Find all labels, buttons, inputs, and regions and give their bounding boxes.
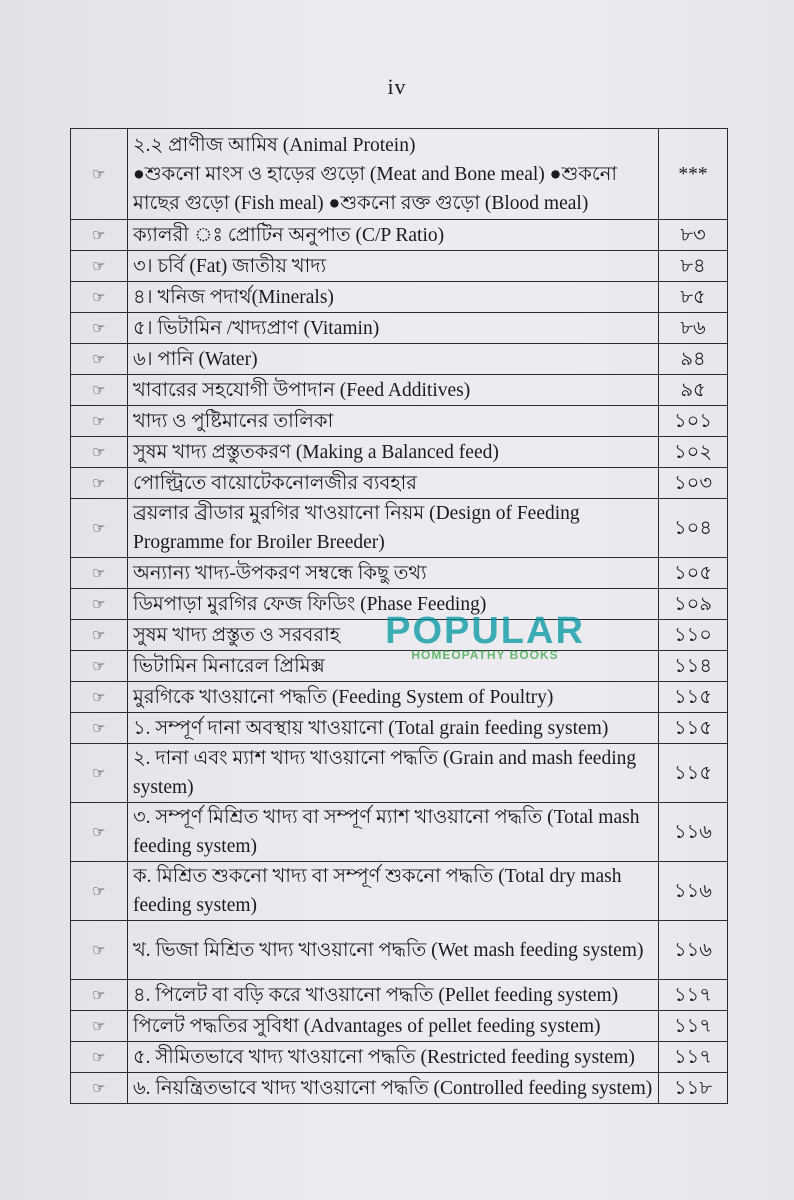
- toc-entry-page: ৮৬: [659, 313, 728, 344]
- toc-entry-title: অন্যান্য খাদ্য-উপকরণ সম্বন্ধে কিছু তথ্য: [128, 558, 659, 589]
- toc-row: [71, 437, 728, 468]
- pointing-hand-icon: ☞: [71, 803, 128, 862]
- toc-entry-page: ১১৪: [659, 651, 728, 682]
- pointing-hand-icon: ☞: [71, 437, 128, 468]
- toc-entry-page: ১০৯: [659, 589, 728, 620]
- toc-entry-page: ১১৮: [659, 1073, 728, 1104]
- toc-entry-page: ৯৫: [659, 375, 728, 406]
- pointing-hand-icon: ☞: [71, 921, 128, 980]
- pointing-hand-icon: ☞: [71, 344, 128, 375]
- toc-entry-page: ১১৫: [659, 713, 728, 744]
- toc-entry-title: ৪। খনিজ পদার্থ(Minerals): [128, 282, 659, 313]
- toc-entry-title: ৬। পানি (Water): [128, 344, 659, 375]
- pointing-hand-icon: ☞: [71, 651, 128, 682]
- pointing-hand-icon: ☞: [71, 375, 128, 406]
- toc-entry-page: ১১৬: [659, 862, 728, 921]
- page-number: iv: [387, 74, 407, 99]
- toc-entry-page: ১০২: [659, 437, 728, 468]
- toc-entry-page: ১০৩: [659, 468, 728, 499]
- toc-entry-page: ১১০: [659, 620, 728, 651]
- toc-entry-page: ১১৫: [659, 682, 728, 713]
- toc-entry-title: খাবারের সহযোগী উপাদান (Feed Additives): [128, 375, 659, 406]
- toc-row: [71, 1042, 728, 1073]
- toc-entry-title: ২.২ প্রাণীজ আমিষ (Animal Protein) ●শুকনো মাংস ও হাড়ের গুড়ো (Meat and Bone meal) ●শুকনো মাছের গুড়ো (Fish meal) ●শুকনো রক্ত গুড়ো (Blood meal): [128, 129, 659, 220]
- toc-entry-title: ৩. সম্পূর্ণ মিশ্রিত খাদ্য বা সম্পূর্ণ ম্যাশ খাওয়ানো পদ্ধতি (Total mash feeding system): [128, 803, 659, 862]
- pointing-hand-icon: ☞: [71, 468, 128, 499]
- toc-entry-title: ৬. নিয়ন্ত্রিতভাবে খাদ্য খাওয়ানো পদ্ধতি (Controlled feeding system): [128, 1073, 659, 1104]
- pointing-hand-icon: ☞: [71, 744, 128, 803]
- watermark-title: POPULAR: [385, 610, 585, 652]
- pointing-hand-icon: ☞: [71, 1011, 128, 1042]
- toc-row: [71, 682, 728, 713]
- toc-entry-title: ১. সম্পূর্ণ দানা অবস্থায় খাওয়ানো (Total grain feeding system): [128, 713, 659, 744]
- toc-entry-title: ব্রয়লার ব্রীডার মুরগির খাওয়ানো নিয়ম (Design of Feeding Programme for Broiler Breeder): [128, 499, 659, 558]
- toc-entry-title: ৫। ভিটামিন /খাদ্যপ্রাণ (Vitamin): [128, 313, 659, 344]
- toc-row: [71, 344, 728, 375]
- toc-row: [71, 558, 728, 589]
- pointing-hand-icon: ☞: [71, 251, 128, 282]
- toc-row: [71, 1073, 728, 1104]
- toc-row: [71, 251, 728, 282]
- toc-row: [71, 282, 728, 313]
- toc-row: [71, 862, 728, 921]
- toc-entry-title: মুরগিকে খাওয়ানো পদ্ধতি (Feeding System of Poultry): [128, 682, 659, 713]
- toc-entry-page: ১১৭: [659, 1011, 728, 1042]
- pointing-hand-icon: ☞: [71, 313, 128, 344]
- toc-row: [71, 1011, 728, 1042]
- pointing-hand-icon: ☞: [71, 862, 128, 921]
- toc-entry-page: ১১৫: [659, 744, 728, 803]
- pointing-hand-icon: ☞: [71, 558, 128, 589]
- watermark-subtitle: HOMEOPATHY BOOKS: [411, 648, 559, 662]
- toc-entry-title: সুষম খাদ্য প্রস্তুত ও সরবরাহ: [128, 620, 659, 651]
- toc-row: [71, 313, 728, 344]
- pointing-hand-icon: ☞: [71, 713, 128, 744]
- pointing-hand-icon: ☞: [71, 499, 128, 558]
- toc-row: [71, 468, 728, 499]
- toc-entry-title: ডিমপাড়া মুরগির ফেজ ফিডিং (Phase Feeding): [128, 589, 659, 620]
- toc-row: [71, 589, 728, 620]
- toc-row: [71, 651, 728, 682]
- pointing-hand-icon: ☞: [71, 980, 128, 1011]
- toc-entry-title: খ. ভিজা মিশ্রিত খাদ্য খাওয়ানো পদ্ধতি (Wet mash feeding system): [128, 921, 659, 980]
- toc-entry-page: ১১৭: [659, 1042, 728, 1073]
- toc-entry-page: ১১৭: [659, 980, 728, 1011]
- table-of-contents: [70, 128, 728, 1104]
- toc-entry-title: ২. দানা এবং ম্যাশ খাদ্য খাওয়ানো পদ্ধতি (Grain and mash feeding system): [128, 744, 659, 803]
- toc-entry-page: ***: [659, 129, 728, 220]
- toc-entry-page: ৮৪: [659, 251, 728, 282]
- pointing-hand-icon: ☞: [71, 129, 128, 220]
- toc-row: [71, 375, 728, 406]
- toc-row: [71, 744, 728, 803]
- toc-row: [71, 406, 728, 437]
- toc-entry-page: ৮৩: [659, 220, 728, 251]
- toc-entry-title: ক্যালরী ঃ প্রোটিন অনুপাত (C/P Ratio): [128, 220, 659, 251]
- toc-entry-page: ৮৫: [659, 282, 728, 313]
- pointing-hand-icon: ☞: [71, 220, 128, 251]
- toc-entry-title: ৩। চর্বি (Fat) জাতীয় খাদ্য: [128, 251, 659, 282]
- pointing-hand-icon: ☞: [71, 620, 128, 651]
- toc-row: [71, 499, 728, 558]
- toc-entry-page: ১১৬: [659, 803, 728, 862]
- toc-entry-page: ১০৫: [659, 558, 728, 589]
- toc-entry-title: ৪. পিলেট বা বড়ি করে খাওয়ানো পদ্ধতি (Pellet feeding system): [128, 980, 659, 1011]
- toc-row: [71, 921, 728, 980]
- toc-row: [71, 620, 728, 651]
- pointing-hand-icon: ☞: [71, 1042, 128, 1073]
- toc-entry-title: ভিটামিন মিনারেল প্রিমিক্স: [128, 651, 659, 682]
- pointing-hand-icon: ☞: [71, 1073, 128, 1104]
- pointing-hand-icon: ☞: [71, 682, 128, 713]
- toc-row: [71, 129, 728, 220]
- toc-entry-title: পিলেট পদ্ধতির সুবিধা (Advantages of pellet feeding system): [128, 1011, 659, 1042]
- pointing-hand-icon: ☞: [71, 589, 128, 620]
- toc-entry-title: সুষম খাদ্য প্রস্তুতকরণ (Making a Balanced feed): [128, 437, 659, 468]
- pointing-hand-icon: ☞: [71, 406, 128, 437]
- toc-row: [71, 803, 728, 862]
- toc-entry-title: পোল্ট্রিতে বায়োটেকনোলজীর ব্যবহার: [128, 468, 659, 499]
- toc-entry-page: ১১৬: [659, 921, 728, 980]
- toc-entry-title: ৫. সীমিতভাবে খাদ্য খাওয়ানো পদ্ধতি (Restricted feeding system): [128, 1042, 659, 1073]
- toc-entry-page: ১০৪: [659, 499, 728, 558]
- toc-row: [71, 713, 728, 744]
- pointing-hand-icon: ☞: [71, 282, 128, 313]
- toc-entry-title: ক. মিশ্রিত শুকনো খাদ্য বা সম্পূর্ণ শুকনো পদ্ধতি (Total dry mash feeding system): [128, 862, 659, 921]
- toc-entry-title: খাদ্য ও পুষ্টিমানের তালিকা: [128, 406, 659, 437]
- toc-entry-page: ৯৪: [659, 344, 728, 375]
- toc-row: [71, 980, 728, 1011]
- toc-row: [71, 220, 728, 251]
- toc-entry-page: ১০১: [659, 406, 728, 437]
